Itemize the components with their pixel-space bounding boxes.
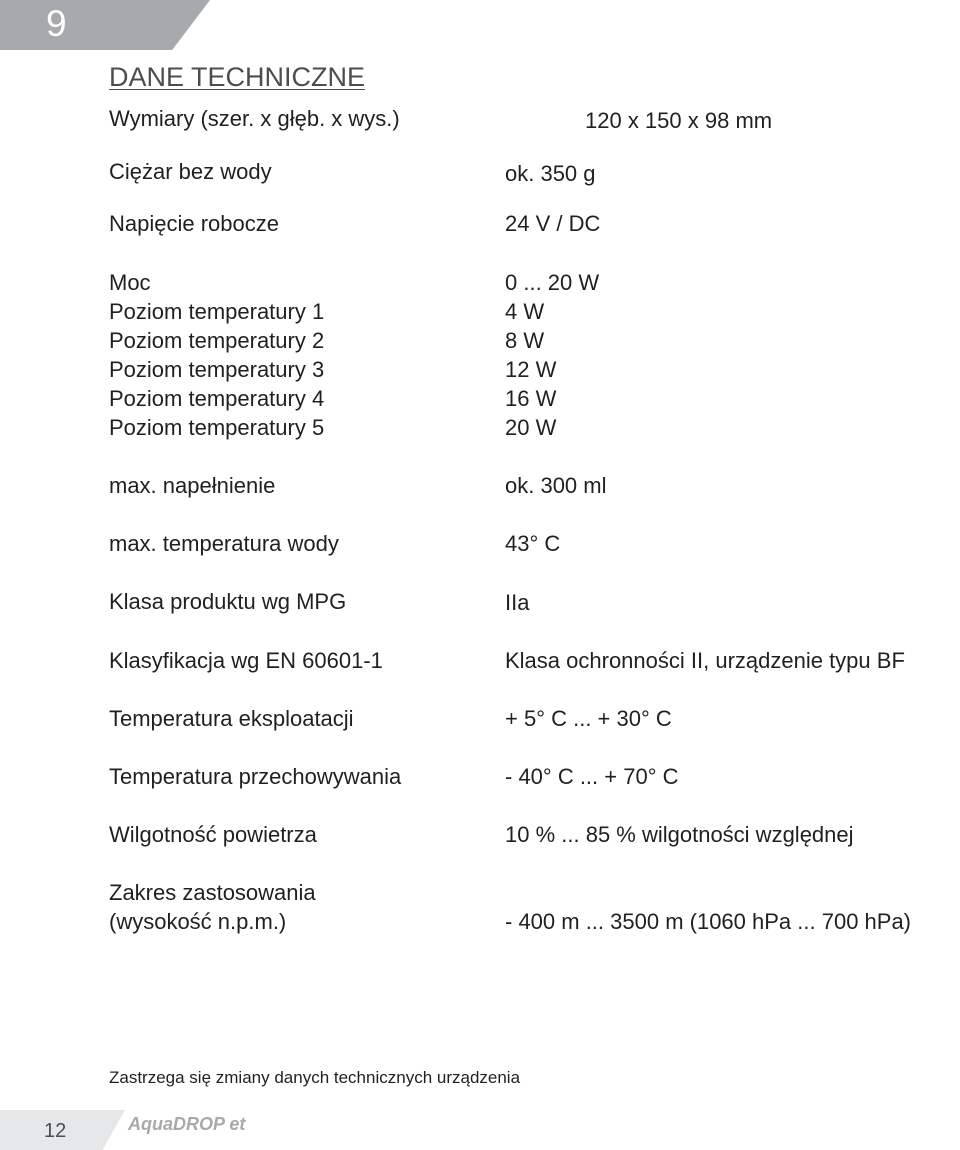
spec-value-operating-temp: + 5° C ... + 30° C	[505, 706, 672, 731]
spec-label-temp-level: Poziom temperatury 5	[109, 415, 325, 440]
spec-label-application-range: Zakres zastosowania	[109, 880, 316, 905]
spec-value-voltage: 24 V / DC	[505, 211, 601, 236]
spec-value-power: 0 ... 20 W	[505, 270, 600, 295]
spec-value-weight: ok. 350 g	[505, 161, 596, 186]
spec-value-temp-level: 20 W	[505, 415, 557, 440]
spec-value-storage-temp: - 40° C ... + 70° C	[505, 764, 679, 789]
section-title: DANE TECHNICZNE	[109, 62, 366, 92]
brand-logo: AquaDROP et	[128, 1114, 246, 1134]
spec-value-max-water-temp: 43° C	[505, 531, 561, 556]
spec-label-max-water-temp: max. temperatura wody	[109, 531, 339, 556]
spec-label-temp-level: Poziom temperatury 4	[109, 386, 325, 411]
spec-value-temp-level: 12 W	[505, 357, 557, 382]
spec-label-temp-level: Poziom temperatury 1	[109, 299, 325, 324]
change-notice: Zastrzega się zmiany danych technicznych urządzenia	[109, 1068, 521, 1087]
spec-value-classification: Klasa ochronności II, urządzenie typu BF	[505, 648, 905, 673]
spec-value-dimensions: 120 x 150 x 98 mm	[585, 108, 773, 133]
spec-value-temp-level: 16 W	[505, 386, 557, 411]
spec-label-temp-level: Poziom temperatury 3	[109, 357, 325, 382]
spec-value-temp-level: 8 W	[505, 328, 545, 353]
spec-label-voltage: Napięcie robocze	[109, 211, 279, 236]
spec-label-temp-level: Poziom temperatury 2	[109, 328, 325, 353]
page-number: 12	[44, 1120, 67, 1142]
spec-value-application-range: - 400 m ... 3500 m (1060 hPa ... 700 hPa)	[505, 909, 912, 934]
spec-label-product-class: Klasa produktu wg MPG	[109, 589, 347, 614]
spec-label-application-range-altitude: (wysokość n.p.m.)	[109, 909, 287, 934]
spec-value-max-fill: ok. 300 ml	[505, 473, 607, 498]
spec-value-temp-level: 4 W	[505, 299, 545, 324]
spec-value-product-class: IIa	[505, 590, 530, 615]
spec-label-storage-temp: Temperatura przechowywania	[109, 764, 402, 789]
spec-label-dimensions: Wymiary (szer. x głęb. x wys.)	[109, 106, 400, 131]
chapter-number: 9	[46, 3, 67, 44]
spec-label-operating-temp: Temperatura eksploatacji	[109, 706, 354, 731]
chapter-tab	[0, 0, 210, 50]
spec-label-classification: Klasyfikacja wg EN 60601-1	[109, 648, 383, 673]
spec-label-power: Moc	[109, 270, 151, 295]
spec-value-humidity: 10 % ... 85 % wilgotności względnej	[505, 822, 854, 847]
spec-label-humidity: Wilgotność powietrza	[109, 822, 317, 847]
spec-label-max-fill: max. napełnienie	[109, 473, 276, 498]
spec-label-weight: Ciężar bez wody	[109, 159, 272, 184]
